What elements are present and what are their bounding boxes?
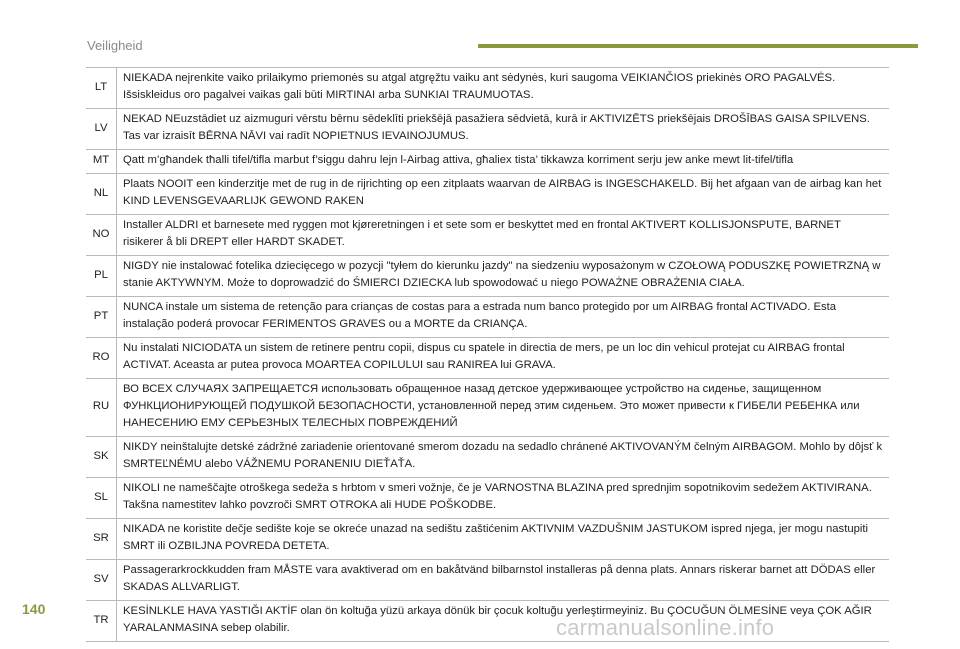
language-code: SL <box>86 478 117 519</box>
language-code: TR <box>86 601 117 642</box>
warning-text: NIKADA ne koristite dečje sedište koje se okreće unazad na sedištu zaštićenim AKTIVNIM VAZDUŠNIM JASTUKOM ispred njega, jer mogu nastupiti SMRT ili OZBILJNA POVREDA DETETA. <box>117 519 890 560</box>
warning-text: NIEKADA neįrenkite vaiko prilaikymo priemonės su atgal atgręžtu vaiku ant sėdynės, kuri saugoma VEIKIANČIOS priekinės ORO PAGALVĖS. Išsiskleidus oro pagalvei vaikas gali būti MIRTINAI arba SUNKIAI TRAUMUOTAS. <box>117 68 890 109</box>
language-code: LV <box>86 109 117 150</box>
table-row <box>86 478 889 519</box>
warning-table-body <box>86 68 889 642</box>
table-row <box>86 68 889 109</box>
table-row <box>86 519 889 560</box>
watermark: carmanualsonline.info <box>556 615 775 640</box>
warning-text: NIGDY nie instalować fotelika dziecięcego w pozycji "tyłem do kierunku jazdy" na siedzeniu wyposażonym w CZOŁOWĄ PODUSZKĘ POWIETRZNĄ w stanie AKTYWNYM. Może to doprowadzić do ŚMIERCI DZIECKA lub spowodować u niego POWAŻNE OBRAŻENIA CIAŁA. <box>117 256 890 297</box>
page-number: 140 <box>22 601 46 617</box>
warning-text: Passagerarkrockkudden fram MÅSTE vara avaktiverad om en bakåtvänd bilbarnstol installeras på denna plats. Annars riskerar barnet att DÖDAS eller SKADAS ALLVARLIGT. <box>117 560 890 601</box>
language-code: RO <box>86 338 117 379</box>
language-code: PT <box>86 297 117 338</box>
table-row <box>86 174 889 215</box>
warning-text: NIKOLI ne nameščajte otroškega sedeža s hrbtom v smeri vožnje, če je VARNOSTNA BLAZINA pred sprednjim sopotnikovim sedežem AKTIVIRANA. Takšna namestitev lahko povzroči SMRT OTROKA ali HUDE POŠKODBE. <box>117 478 890 519</box>
table-row <box>86 379 889 437</box>
table-row <box>86 256 889 297</box>
header-accent-bar <box>478 44 918 48</box>
table-row <box>86 338 889 379</box>
warning-text: NEKAD NEuzstādiet uz aizmuguri vērstu bērnu sēdeklīti priekšējā pasažiera sēdvietā, kurā ir AKTIVIZĒTS priekšējais DROŠĪBAS GAISA SPILVENS. Tas var izraisīt BĒRNA NĀVI vai radīt NOPIETNUS IEVAINOJUMUS. <box>117 109 890 150</box>
table-row <box>86 150 889 174</box>
warning-text: NIKDY neinštalujte detské zádržné zariadenie orientované smerom dozadu na sedadlo chránené AKTIVOVANÝM čelným AIRBAGOM. Mohlo by dôjsť k SMRTEĽNÉMU alebo VÁŽNEMU PORANENIU DIEŤAŤA. <box>117 437 890 478</box>
warning-text: Qatt m’għandek tħalli tifel/tifla marbut f’siggu dahru lejn l-Airbag attiva, għaliex tista’ tikkawza korriment serju jew anke mewt lit-tifel/tifla <box>117 150 890 174</box>
table-row <box>86 297 889 338</box>
table-row <box>86 109 889 150</box>
warning-text: KESİNLKLE HAVA YASTIĞI AKTİF olan ön koltuğa yüzü arkaya dönük bir çocuk koltuğu yerleştirmeyiniz. Bu ÇOCUĞUN ÖLMESİNE veya ÇOK AĞIR YARALANMASINA sebep olabilir. <box>117 601 890 642</box>
language-code: PL <box>86 256 117 297</box>
language-code: NO <box>86 215 117 256</box>
warning-table <box>86 67 889 642</box>
language-code: SR <box>86 519 117 560</box>
language-code: SK <box>86 437 117 478</box>
language-code: NL <box>86 174 117 215</box>
language-code: SV <box>86 560 117 601</box>
warning-text: ВО ВСЕХ СЛУЧАЯХ ЗАПРЕЩАЕТСЯ использовать обращенное назад детское удерживающее устройство на сиденье, защищенном ФУНКЦИОНИРУЮЩЕЙ ПОДУШКОЙ БЕЗОПАСНОСТИ, установленной перед этим сиденьем. Это может привести к ГИБЕЛИ РЕБЕНКА или НАНЕСЕНИЮ ЕМУ СЕРЬЕЗНЫХ ТЕЛЕСНЫХ ПОВРЕЖДЕНИЙ <box>117 379 890 437</box>
section-label: Veiligheid <box>87 38 143 53</box>
warning-text: Nu instalati NICIODATA un sistem de retinere pentru copii, dispus cu spatele in directia de mers, pe un loc din vehicul protejat cu AIRBAG frontal ACTIVAT. Aceasta ar putea provoca MOARTEA COPILULUI sau RANIREA lui GRAVA. <box>117 338 890 379</box>
warning-text: NUNCA instale um sistema de retenção para crianças de costas para a estrada num banco protegido por um AIRBAG frontal ACTIVADO. Esta instalação poderá provocar FERIMENTOS GRAVES ou a MORTE da CRIANÇA. <box>117 297 890 338</box>
warning-text: Installer ALDRI et barnesete med ryggen mot kjøreretningen i et sete som er beskyttet med en frontal AKTIVERT KOLLISJONSPUTE, BARNET risikerer å bli DREPT eller HARDT SKADET. <box>117 215 890 256</box>
table-row <box>86 215 889 256</box>
language-code: MT <box>86 150 117 174</box>
table-row <box>86 560 889 601</box>
table-row <box>86 437 889 478</box>
warning-text: Plaats NOOIT een kinderzitje met de rug in de rijrichting op een zitplaats waarvan de AIRBAG is INGESCHAKELD. Bij het afgaan van de airbag kan het KIND LEVENSGEVAARLIJK GEWOND RAKEN <box>117 174 890 215</box>
language-code: LT <box>86 68 117 109</box>
language-code: RU <box>86 379 117 437</box>
